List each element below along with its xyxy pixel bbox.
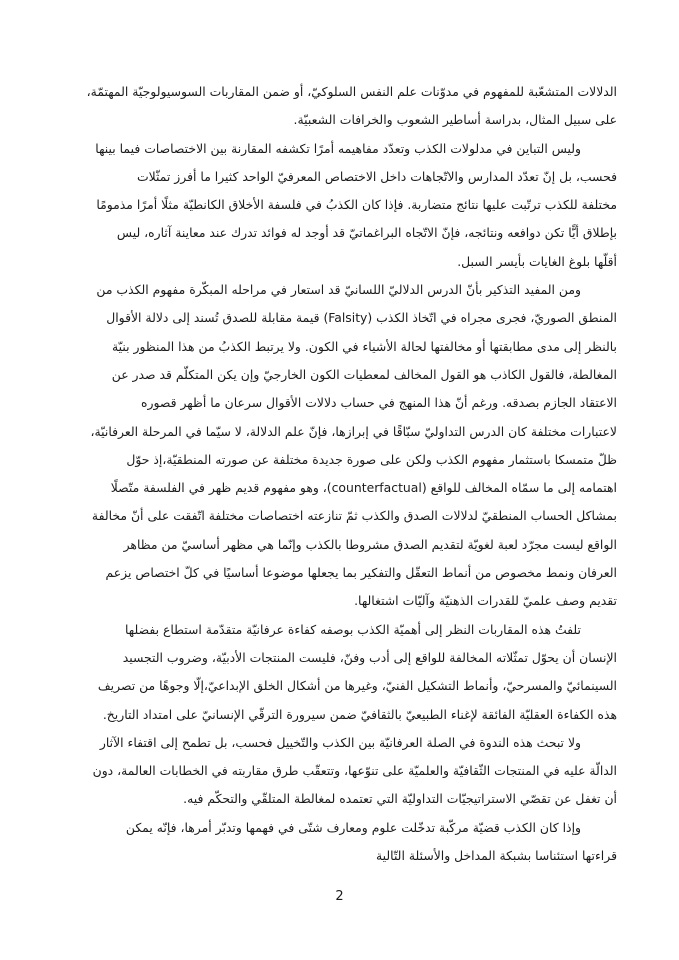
text-line: العرفان ونمط مخصوص من أنماط التعقّل والتفكير بما يجعلها موضوعا أساسيًا في كلّ اختصاص يزعم [105,565,617,581]
text-line: على سبيل المثال، بدراسة أساطير الشعوب والخرافات الشعبيّة. [293,112,617,128]
text-line: ولا تبحث هذه الندوة في الصلة العرفانيّة بين الكذب والتّخييل فحسب، بل تطمح إلى اقتفاء الآثار [99,734,581,750]
text-line: اهتمامه إلى ما سمّاه المخالف للواقع (counterfactual)، وهو مفهوم قديم ظهر في الفلسفة متّصلًا [110,480,617,496]
text-line: الاعتقاد الجازم بصدقه. ورغم أنّ هذا المنهج في حساب دلالات الأقوال سرعان ما أظهر قصوره [140,395,617,411]
text-line: قراءتها استئناسا بشبكة المداخل والأسئلة التّالية [376,848,617,864]
text-line: فحسب، بل إنّ تعدّد المدارس والاتّجاهات داخل الاختصاص المعرفيّ الواحد كثيرا ما أفرز تمثّلات [136,168,617,184]
text-line: بمشاكل الحساب المنطقيّ لدلالات الصدق والكذب ثمّ تنازعته اختصاصات مختلفة اتّفقت على أنّ مخالفة [91,508,617,524]
text-line: الواقع ليست مجرّد لعبة لغويّة لتقديم الصدق مشروطا بالكذب وإنّما هي مظهر أساسيّ من مظاهر [123,536,617,552]
text-line: الدالّة عليه في المنتجات الثّقافيّة والعلميّة على تنوّعها، وتتعقّب طرق مقاربته في الخطابات العالمة، دون [92,763,617,779]
text-line: السينمائيّ والمسرحيّ، وأنماط التشكيل الفنيّ، وغيرها من أشكال الخلق الإبداعيّ،إلّا وجوهًا من تصريف [97,678,617,694]
text-line: أقلّها بلوغ الغايات بأيسر السبل. [457,253,617,269]
text-line: المنطق الصوريّ، فجرى مجراه في اتّخاذ الكذب (Falsity) قيمة مقابلة للصدق تُسند إلى دلالة الأقوال [106,310,617,326]
text-line: بالنظر إلى مدى مطابقتها أو مخالفتها لحالة الأشياء في الكون. ولا يرتبط الكذبُ من هذا المنظور بنيّة [111,338,617,354]
text-line: وليس التباين في مدلولات الكذب وتعدّد مفاهيمه أمرًا تكشفه المقارنة بين الاختصاصات فيما بينها [95,140,581,156]
text-line: بإطلاق أيًّا تكن دوافعه ونتائجه، فإنّ الاتّجاه البراغماتيّ قد أوجد له فوائد تدرك عند معاينة آثاره، ليس [116,225,617,241]
text-line: هذه الكفاءة العقليّة الفائقة لإغناء الطبيعيّ بالثقافيّ ضمن سيرورة الترقّي الإنسانيّ على امتداد التاريخ. [102,706,617,722]
text-line: المغالطة، فالقول الكاذب هو القول المخالف لمعطيات الكون الخارجيّ وإن يكن المتكلّم قد صدر عن [111,366,617,382]
body-text [66,78,617,870]
text-line: الدلالات المتشعّبة للمفهوم في مدوّنات علم النفس السلوكيّ، أو ضمن المقاربات السوسيولوجيّة المهتمّة، [86,84,617,99]
text-line: لاعتبارات مختلفة كان الدرس التداوليّ سبّاقًا في إبرازها، فإنّ علم الدلالة، لا سيّما في المرحلة العرفانيّة، [90,423,617,439]
text-line: تقديم وصف علميّ للقدرات الذهنيّة وآليّات اشتغالها. [354,593,617,609]
text-line: مختلفة للكذب ترتّبت عليها نتائج متضاربة. فإذا كان الكذبُ في فلسفة الأخلاق الكانطيّة مثلًا أمرًا مذمومًا [96,197,617,213]
page-number: 2 [335,889,344,904]
text-line: أن تغفل عن تقصّي الاستراتيجيّات التداوليّة التي تعتمده لمغالطة المتلقّي والتحكّم فيه. [183,791,617,807]
text-line: وإذا كان الكذب قضيّة مركّبة تدخّلت علوم ومعارف شتّى في فهمها وتدبّر أمرها، فإنّه يمكن [125,819,581,835]
text-line: ومن المفيد التذكير بأنّ الدرس الدلاليّ اللسانيّ قد استعار في مراحله المبكّرة مفهوم الكذب من [96,282,581,298]
text-line: ظلّ متمسكا باستثمار مفهوم الكذب ولكن على صورة جديدة مختلفة عن صورته المنطقيّة،إذ حوّل [126,451,617,467]
text-line: الإنسان أن يحوّل تمثّلاته المخالفة للواقع إلى أدب وفنّ، فليست المنتجات الأدبيّة، وضروب التجسيد [122,649,617,665]
text-line: تلفتُ هذه المقاربات النظر إلى أهميّة الكذب بوصفه كفاءة عرفانيّة متقدّمة استطاع بفضلها [124,621,581,637]
